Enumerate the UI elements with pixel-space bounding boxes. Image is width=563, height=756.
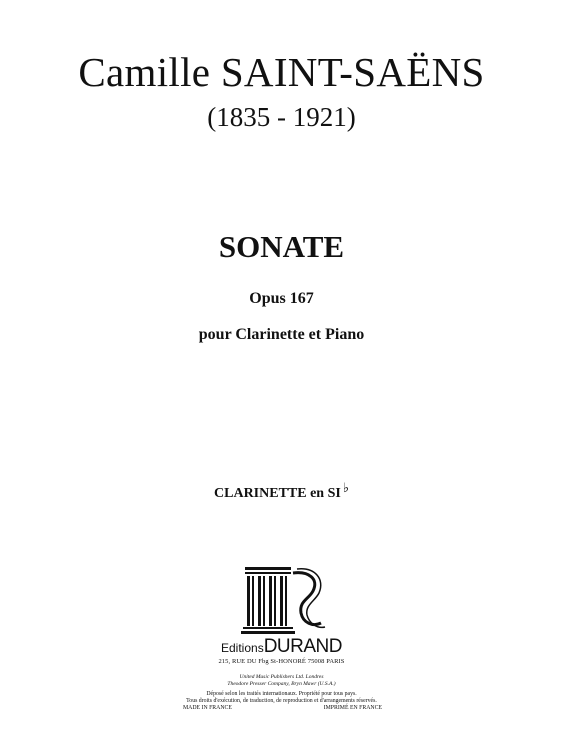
publisher-name-small: Editions bbox=[221, 641, 264, 655]
flat-symbol: ♭ bbox=[342, 480, 349, 495]
part-label bbox=[0, 480, 563, 502]
part-name: CLARINETTE en SI bbox=[214, 486, 341, 501]
publisher-address: 215, RUE DU Fbg St-HONORÉ 75008 PARIS bbox=[218, 658, 345, 665]
durand-columns-logo bbox=[239, 565, 329, 637]
printed-in-france: IMPRIMÉ EN FRANCE bbox=[323, 705, 382, 711]
composer-name: Camille SAINT-SAËNS bbox=[78, 49, 485, 95]
opus-number: Opus 167 bbox=[249, 290, 314, 307]
instrumentation: pour Clarinette et Piano bbox=[198, 326, 365, 343]
agents-line-2: Theodore Presser Company, Bryn Mawr (U.S.A.) bbox=[227, 681, 336, 687]
composer-dates: (1835 - 1921) bbox=[207, 102, 356, 132]
publisher-name bbox=[0, 636, 563, 658]
legal-line-1: Déposé selon les traités internationaux. Propriété pour tous pays. bbox=[206, 691, 357, 697]
publisher-name-big: DURAND bbox=[263, 636, 342, 657]
work-title: SONATE bbox=[218, 229, 345, 264]
agents-line-1: United Music Publishers Ltd. Londres bbox=[239, 674, 324, 680]
legal-line-2: Tous droits d'exécution, de traduction, de reproduction et d'arrangements réservés. bbox=[186, 698, 377, 704]
made-in-france: MADE IN FRANCE bbox=[183, 705, 232, 711]
